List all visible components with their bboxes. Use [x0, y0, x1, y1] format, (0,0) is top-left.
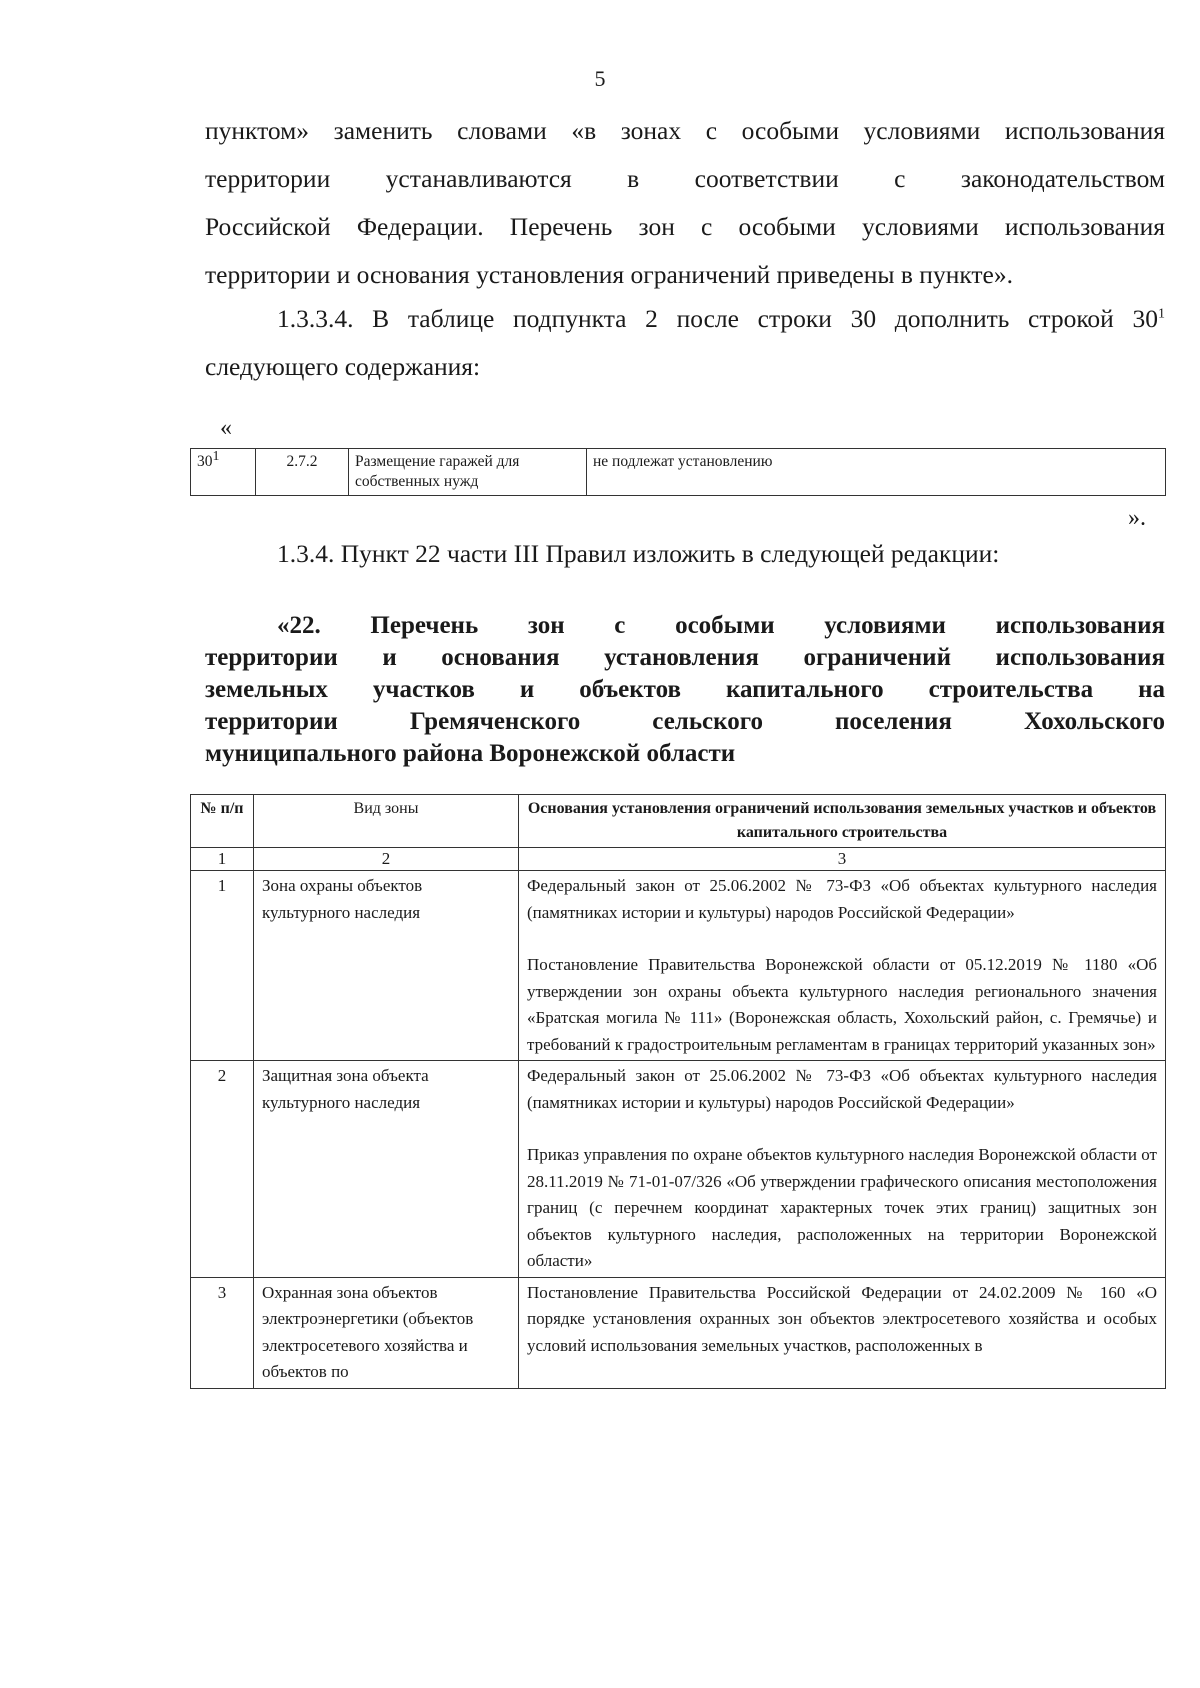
table-row [191, 449, 1166, 496]
paragraph-1-line: территории и основания установления ограничений приведены в пункте». [205, 260, 1013, 289]
table-row [191, 1061, 1166, 1278]
basis-cell [519, 871, 1166, 1061]
paragraph-2 [205, 295, 1165, 391]
header-basis: Основания установления ограничений использования земельных участков и объектов капитального строительства [519, 795, 1166, 848]
code-cell: 2.7.2 [256, 449, 349, 496]
insert-row-table [190, 448, 1166, 496]
page-number: 5 [594, 66, 606, 91]
basis-text: Постановление Правительства Воронежской области от 05.12.2019 № 1180 «Об утверждении зон охраны объекта культурного наследия регионального значения «Братская могила № 111» (Воронежская область, Хохольский район, с. Гремячье) и требований к градостроительным регламентам в границах территорий указанных зон» [527, 955, 1157, 1054]
paragraph-2-text: 1.3.3.4. В таблице подпункта 2 после строки 30 дополнить строкой 30 [277, 304, 1158, 333]
name-cell: Размещение гаражей для собственных нужд [349, 449, 587, 496]
paragraph-3 [205, 530, 1165, 578]
heading-line: территории и основания установления ограничений использования [205, 644, 1165, 671]
value-cell: не подлежат установлению [587, 449, 1166, 496]
heading-line: земельных участков и объектов капитального строительства на [205, 676, 1165, 703]
index-cell: 2 [254, 848, 519, 871]
table-row [191, 871, 1166, 1061]
basis-text: Постановление Правительства Российской Федерации от 24.02.2009 № 160 «О порядке установления охранных зон объектов электросетевого хозяйства и особых условий использования земельных участков, расположенных в [527, 1282, 1157, 1355]
paragraph-2-line [205, 295, 1165, 343]
zones-table [190, 794, 1166, 1389]
zone-name: Защитная зона объекта культурного наследия [254, 1061, 519, 1278]
heading-line: территории Гремяченского сельского поселения Хохольского [205, 708, 1165, 735]
paragraph-1-line: пунктом» заменить словами «в зонах с особыми условиями использования [205, 116, 1165, 145]
row-number: 30 [197, 453, 213, 470]
superscript: 1 [1158, 306, 1165, 322]
basis-text: Федеральный закон от 25.06.2002 № 73-ФЗ «Об объектах культурного наследия (памятниках истории и культуры) народов Российской Федерации» [527, 1066, 1157, 1112]
section-heading [205, 610, 1165, 770]
quote-open: « [220, 415, 232, 441]
quote-close: ». [1128, 505, 1146, 531]
index-cell: 1 [191, 848, 254, 871]
header-number: № п/п [191, 795, 254, 848]
heading-line: муниципального района Воронежской области [205, 740, 736, 767]
row-number-cell [191, 449, 256, 496]
table-header-row [191, 795, 1166, 848]
row-number: 3 [191, 1277, 254, 1388]
paragraph-1-line: территории устанавливаются в соответствии с законодательством [205, 164, 1165, 193]
basis-text: Приказ управления по охране объектов культурного наследия Воронежской области от 28.11.2019 № 71-01-07/326 «Об утверждении графического описания местоположения границ (с перечнем координат характерных точек этих границ) защитных зон объектов культурного наследия, расположенных на территории Воронежской области» [527, 1145, 1157, 1270]
paragraph-1-line: Российской Федерации. Перечень зон с особыми условиями использования [205, 212, 1165, 241]
basis-cell [519, 1061, 1166, 1278]
row-number: 2 [191, 1061, 254, 1278]
table-index-row [191, 848, 1166, 871]
row-number: 1 [191, 871, 254, 1061]
table-row [191, 1277, 1166, 1388]
heading-line: «22. Перечень зон с особыми условиями использования [277, 612, 1165, 639]
superscript: 1 [212, 448, 220, 464]
paragraph-2-line: следующего содержания: [205, 352, 481, 381]
paragraph-3-line: 1.3.4. Пункт 22 части III Правил изложить в следующей редакции: [277, 539, 1000, 568]
zone-name: Охранная зона объектов электроэнергетики (объектов электросетевого хозяйства и объектов по [254, 1277, 519, 1388]
index-cell: 3 [519, 848, 1166, 871]
basis-cell [519, 1277, 1166, 1388]
basis-text: Федеральный закон от 25.06.2002 № 73-ФЗ «Об объектах культурного наследия (памятниках истории и культуры) народов Российской Федерации» [527, 876, 1157, 922]
paragraph-1 [205, 107, 1165, 299]
header-zone: Вид зоны [254, 795, 519, 848]
zone-name: Зона охраны объектов культурного наследия [254, 871, 519, 1061]
